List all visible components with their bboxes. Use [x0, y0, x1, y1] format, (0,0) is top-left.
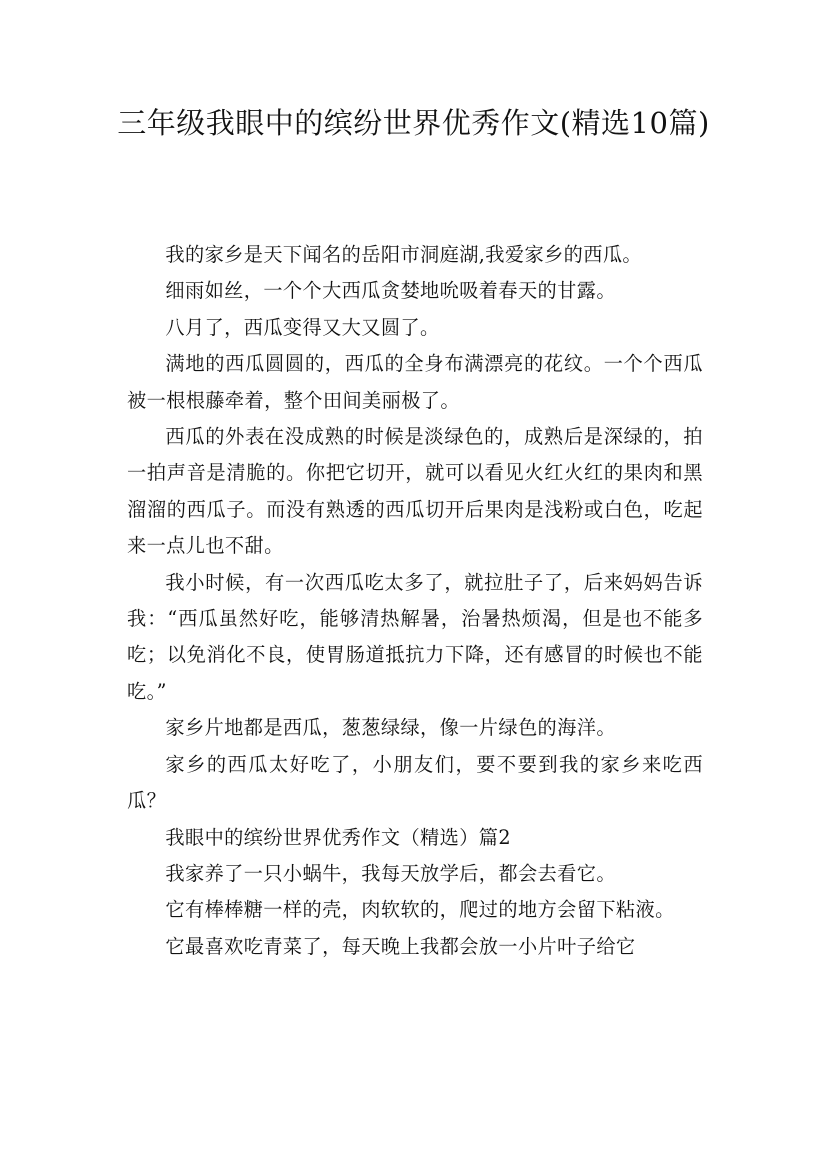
- paragraph: 我的家乡是天下闻名的岳阳市洞庭湖,我爱家乡的西瓜。: [165, 243, 642, 266]
- paragraph: 八月了，西瓜变得又大又圆了。: [165, 315, 440, 339]
- section-heading: 我眼中的缤纷世界优秀作文（精选）篇2: [165, 825, 511, 849]
- paragraph: 我家养了一只小蜗牛，我每天放学后，都会去看它。: [165, 861, 616, 885]
- paragraph: 它有棒棒糖一样的壳，肉软软的，爬过的地方会留下粘液。: [165, 898, 675, 922]
- paragraph: 家乡的西瓜太好吃了，小朋友们，要不要到我的家乡来吃西瓜？: [127, 752, 703, 813]
- paragraph: 满地的西瓜圆圆的，西瓜的全身布满漂亮的花纹。一个个西瓜被一根根藤牵着，整个田间美丽极了。: [127, 352, 703, 412]
- document-title: 三年级我眼中的缤纷世界优秀作文(精选10篇): [117, 106, 710, 140]
- paragraph: 西瓜的外表在没成熟的时候是淡绿色的，成熟后是深绿的，拍一拍声音是清脆的。你把它切开，就可以看见火红火红的果肉和黑溜溜的西瓜子。而没有熟透的西瓜切开后果肉是浅粉或白色，吃起来一点儿也不甜。: [127, 425, 703, 558]
- paragraph: 细雨如丝，一个个大西瓜贪婪地吮吸着春天的甘露。: [165, 279, 616, 303]
- paragraph: 家乡片地都是西瓜，葱葱绿绿，像一片绿色的海洋。: [165, 716, 616, 740]
- paragraph: 我小时候，有一次西瓜吃太多了，就拉肚子了，后来妈妈告诉我：“西瓜虽然好吃，能够清热解暑，治暑热烦渴，但是也不能多吃；以免消化不良，使胃肠道抵抗力下降，还有感冒的时候也不能吃。”: [127, 570, 703, 703]
- paragraph: 它最喜欢吃青菜了，每天晚上我都会放一小片叶子给它: [165, 934, 636, 958]
- document-body: [127, 237, 703, 965]
